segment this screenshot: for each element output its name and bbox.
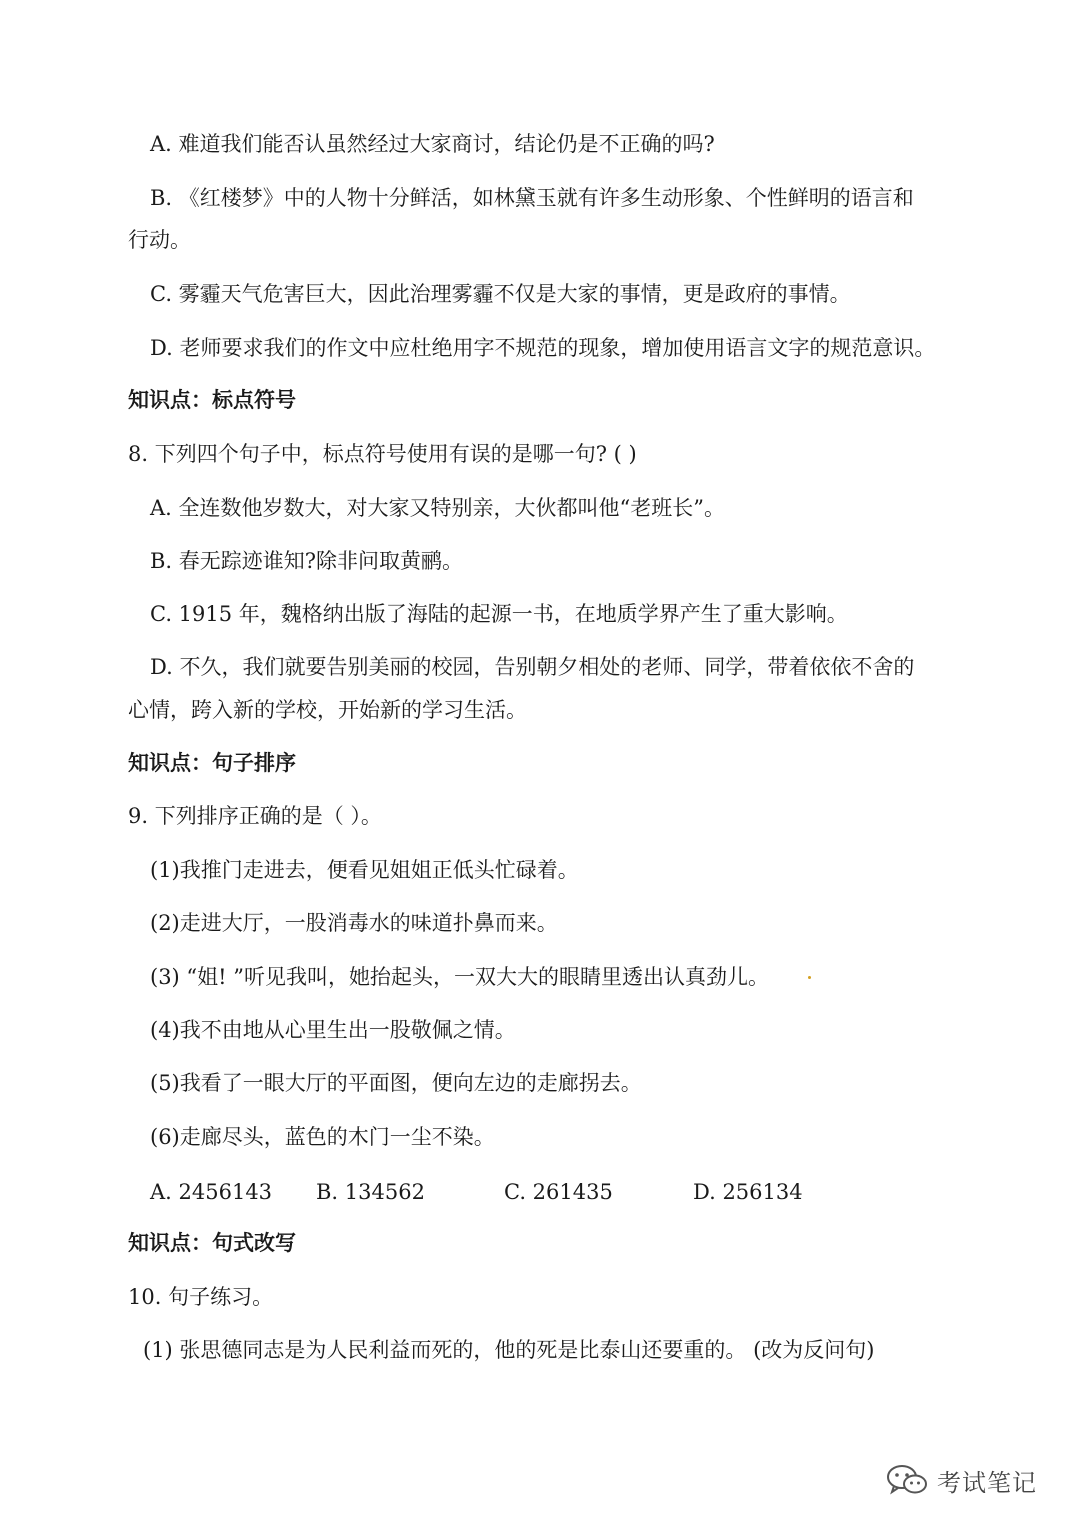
q7-option-c: C. 雾霾天气危害巨大，因此治理雾霾不仅是大家的事情，更是政府的事情。 xyxy=(150,282,851,306)
knowledge-point-heading: 知识点：句子排序 xyxy=(128,751,296,775)
q7-option-b-line2: 行动。 xyxy=(128,228,191,252)
watermark xyxy=(885,1460,1055,1500)
q10-part-1: (1) 张思德同志是为人民利益而死的，他的死是比泰山还要重的。 (改为反问句) xyxy=(143,1338,875,1362)
q9-option-c: C. 261435 xyxy=(504,1180,613,1204)
q9-sentence-1: (1)我推门走进去，便看见姐姐正低头忙碌着。 xyxy=(150,858,579,882)
q8-option-b: B. 春无踪迹谁知?除非问取黄鹂。 xyxy=(150,549,464,573)
q9-stem: 9. 下列排序正确的是（ ）。 xyxy=(128,804,382,828)
q9-sentence-2: (2)走进大厅，一股消毒水的味道扑鼻而来。 xyxy=(150,911,558,935)
q8-option-a: A. 全连数他岁数大，对大家又特别亲，大伙都叫他“老班长”。 xyxy=(150,496,725,520)
q10-stem: 10. 句子练习。 xyxy=(128,1285,274,1309)
q8-option-c: C. 1915 年，魏格纳出版了海陆的起源一书，在地质学界产生了重大影响。 xyxy=(150,602,848,626)
q8-option-d-line1: D. 不久，我们就要告别美丽的校园，告别朝夕相处的老师、同学，带着依依不舍的 xyxy=(150,655,915,679)
q7-option-b-line1: B. 《红楼梦》中的人物十分鲜活，如林黛玉就有许多生动形象、个性鲜明的语言和 xyxy=(150,186,914,210)
q9-sentence-4: (4)我不由地从心里生出一股敬佩之情。 xyxy=(150,1018,516,1042)
q9-option-d: D. 256134 xyxy=(693,1180,803,1204)
q8-option-d-line2: 心情，跨入新的学校，开始新的学习生活。 xyxy=(128,698,527,722)
knowledge-point-heading: 知识点：句式改写 xyxy=(128,1231,296,1255)
q9-options xyxy=(150,1180,850,1204)
watermark-text: 考试笔记 xyxy=(937,1468,1037,1497)
q9-option-a: A. 2456143 xyxy=(150,1180,273,1204)
q9-sentence-3: (3) “姐! ”听见我叫，她抬起头，一双大大的眼睛里透出认真劲儿。 xyxy=(150,965,770,989)
q9-sentence-5: (5)我看了一眼大厅的平面图，便向左边的走廊拐去。 xyxy=(150,1071,642,1095)
q9-option-b: B. 134562 xyxy=(316,1180,425,1204)
q8-stem: 8. 下列四个句子中，标点符号使用有误的是哪一句? ( ) xyxy=(128,442,637,466)
q9-sentence-6: (6)走廊尽头，蓝色的木门一尘不染。 xyxy=(150,1125,495,1149)
stray-mark xyxy=(808,976,811,979)
knowledge-point-heading: 知识点：标点符号 xyxy=(128,388,296,412)
q7-option-d: D. 老师要求我们的作文中应杜绝用字不规范的现象，增加使用语言文字的规范意识。 xyxy=(150,336,936,360)
q7-option-a: A. 难道我们能否认虽然经过大家商讨，结论仍是不正确的吗? xyxy=(150,132,715,156)
wechat-icon xyxy=(885,1463,929,1497)
